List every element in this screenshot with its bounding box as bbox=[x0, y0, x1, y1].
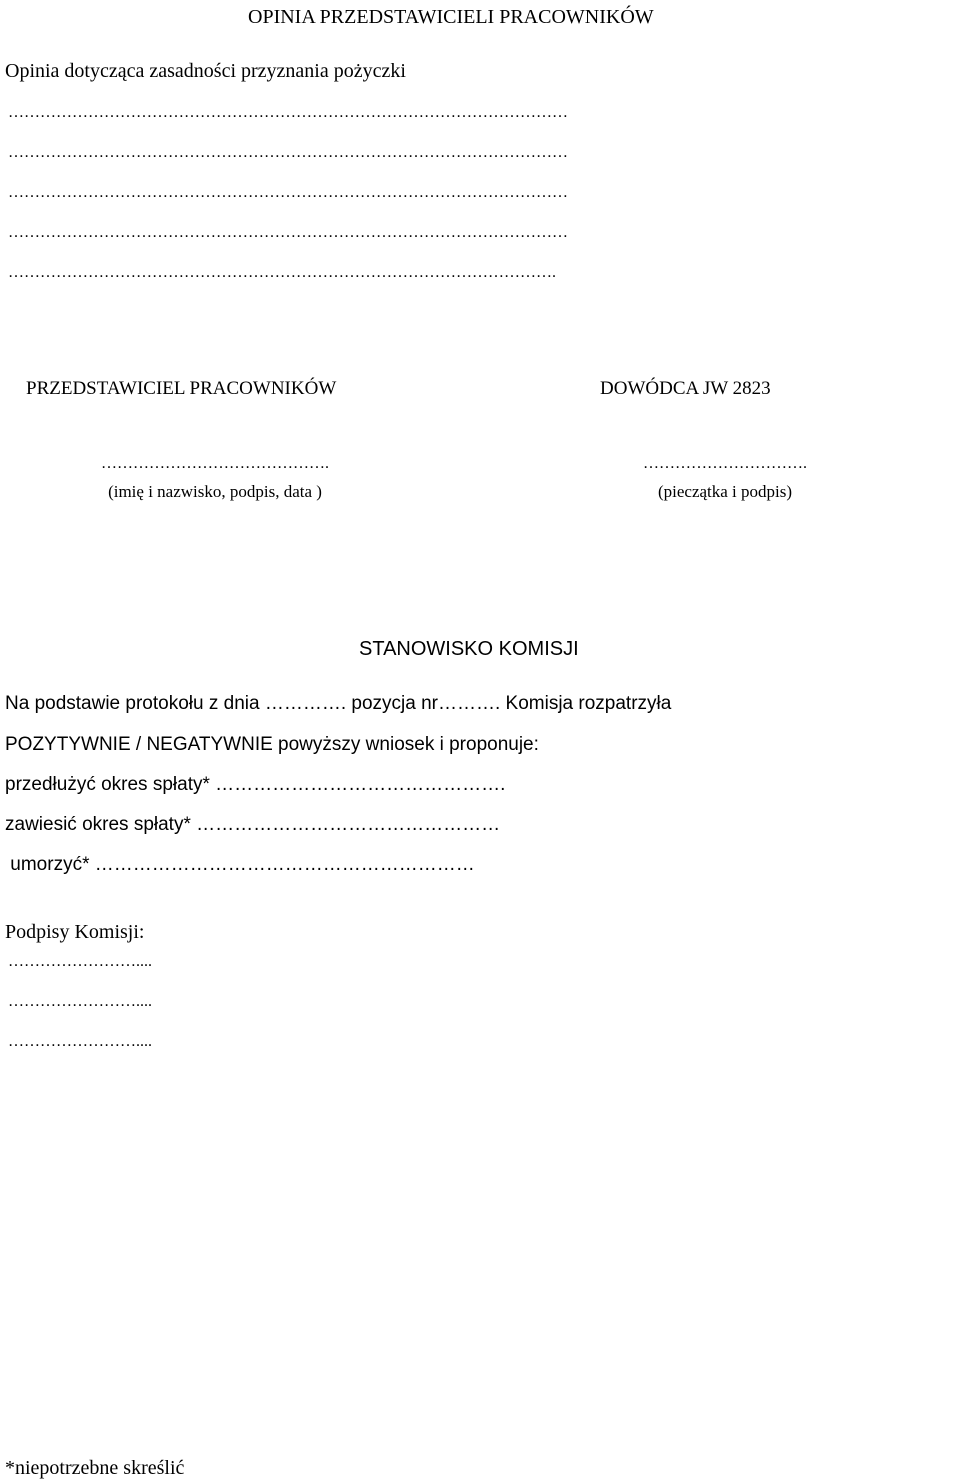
option-extend-repayment: przedłużyć okres spłaty* ………………………………………. bbox=[5, 774, 506, 795]
opinion-line: …………………………………………………………………………………………… bbox=[8, 145, 568, 161]
employee-representative-title: PRZEDSTAWICIEL PRACOWNIKÓW bbox=[26, 378, 337, 399]
opinion-line: …………………………………………………………………………………………. bbox=[8, 265, 556, 281]
commission-signatures-label: Podpisy Komisji: bbox=[5, 921, 145, 943]
option-suspend-repayment: zawiesić okres spłaty* ………………………………………… bbox=[5, 814, 501, 835]
document-title: OPINIA PRZEDSTAWICIELI PRACOWNIKÓW bbox=[248, 6, 654, 28]
commission-signature-line: …………………….... bbox=[8, 994, 152, 1010]
opinion-line: …………………………………………………………………………………………… bbox=[8, 185, 568, 201]
commission-signature-line: …………………….... bbox=[8, 954, 152, 970]
commander-caption: (pieczątka i podpis) bbox=[657, 482, 793, 501]
employee-representative-signature-line: ……………………………………. bbox=[101, 456, 329, 472]
commission-signature-line: …………………….... bbox=[8, 1034, 152, 1050]
document-subtitle: Opinia dotycząca zasadności przyznania pożyczki bbox=[5, 60, 406, 82]
opinion-line: …………………………………………………………………………………………… bbox=[8, 225, 568, 241]
option-cancel-loan: umorzyć* …………………………………………………… bbox=[5, 854, 475, 875]
employee-representative-caption: (imię i nazwisko, podpis, data ) bbox=[108, 482, 322, 501]
commander-title: DOWÓDCA JW 2823 bbox=[600, 378, 771, 399]
footnote: *niepotrzebne skreślić bbox=[5, 1457, 185, 1479]
commission-decision-line: POZYTYWNIE / NEGATYWNIE powyższy wniosek i proponuje: bbox=[5, 734, 539, 755]
commander-signature-line: …………………………. bbox=[643, 456, 807, 472]
commission-heading: STANOWISKO KOMISJI bbox=[359, 638, 579, 660]
commission-protocol-line: Na podstawie protokołu z dnia …………. pozycja nr………. Komisja rozpatrzyła bbox=[5, 693, 672, 714]
opinion-line: …………………………………………………………………………………………… bbox=[8, 105, 568, 121]
